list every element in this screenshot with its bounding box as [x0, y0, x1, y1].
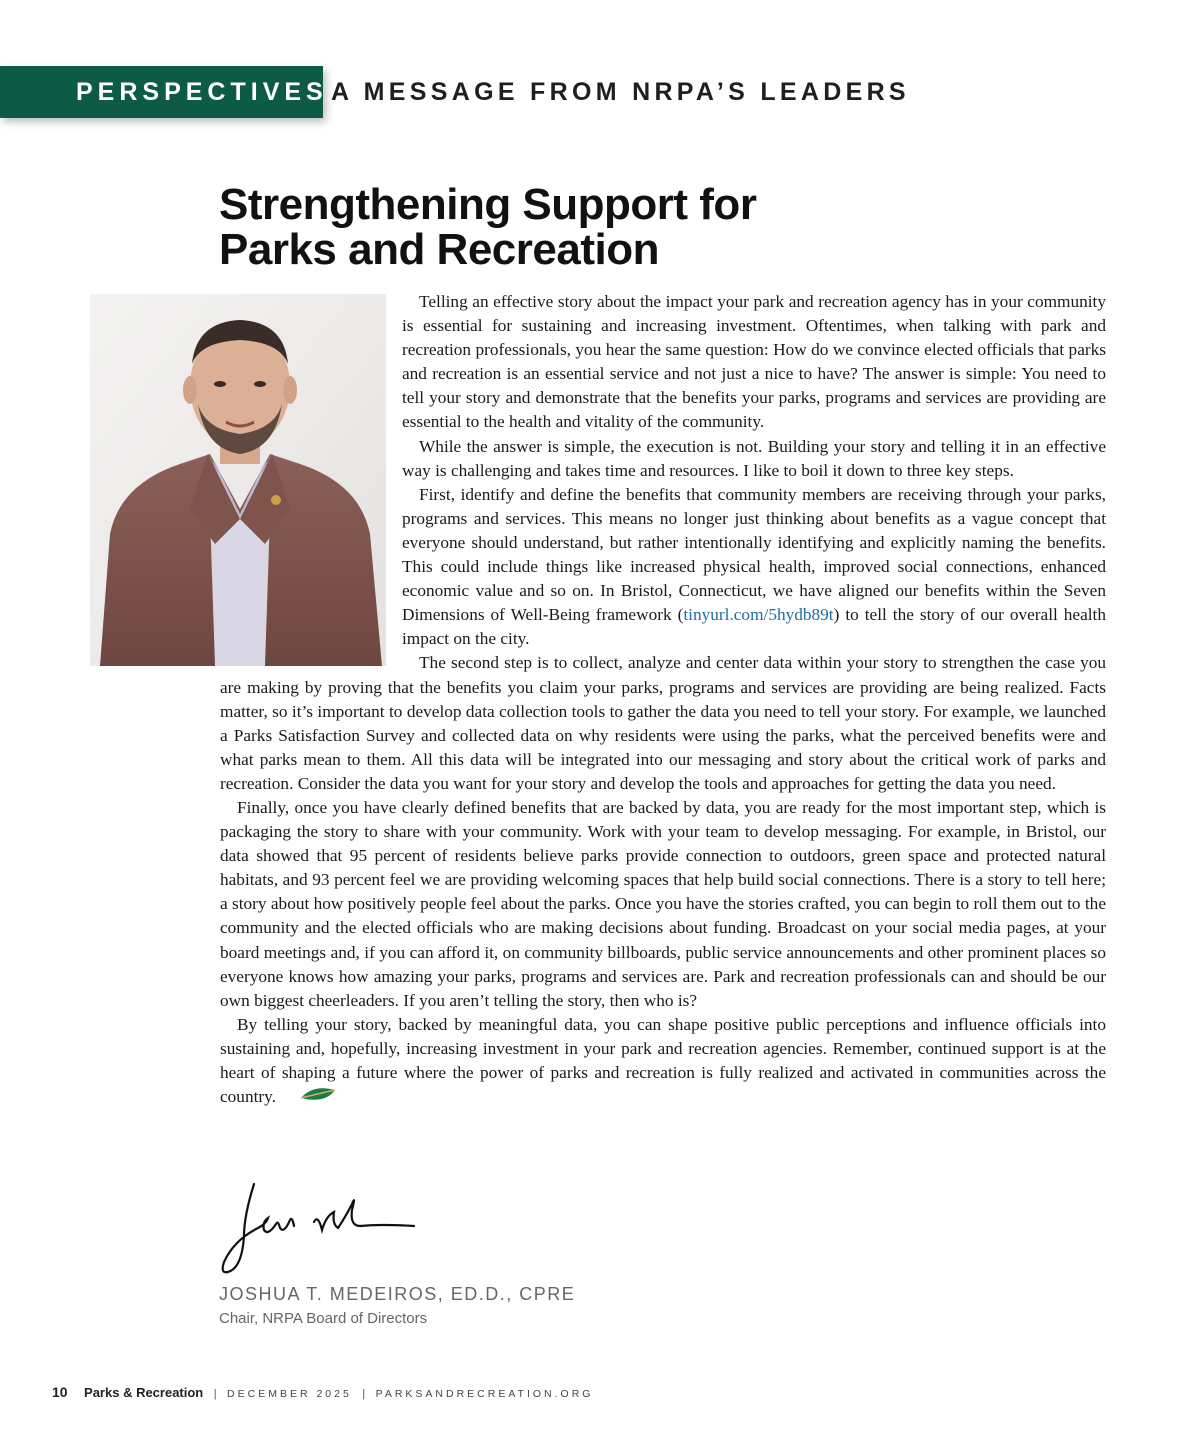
- section-subtitle: A MESSAGE FROM NRPA’S LEADERS: [331, 78, 910, 106]
- issue-date: DECEMBER 2025: [227, 1388, 352, 1400]
- paragraph-3-text: First, identify and define the benefits that community members are receiving through your parks, programs and services. This means no longer just thinking about benefits as a vague concept that everyone should understand, but rather intentionally identifying and explicitly naming the benefits. This could include things like increased physical health, improved social connections, enhanced economic value and so on. In Bristol, Connecticut, we have aligned our benefits within the Seven Dimensions of Well-Being framework (: [402, 484, 1106, 625]
- article-title: [219, 182, 756, 272]
- author-name: JOSHUA T. MEDEIROS, ED.D., CPRE: [219, 1284, 576, 1304]
- page-number: 10: [52, 1384, 68, 1400]
- section-label: PERSPECTIVES: [76, 78, 328, 106]
- paragraph-1: Telling an effective story about the impact your park and recreation agency has in your community is essential for sustaining and increasing investment. Oftentimes, when talking with park and recreation professionals, you hear the same question: How do we convince elected officials that parks and recreation is an essential service and not just a nice to have? The answer is simple: You need to tell your story and demonstrate that the benefits your parks, programs and services are providing are essential to the health and vitality of the community.: [402, 292, 1106, 432]
- leaf-icon: [282, 1086, 337, 1111]
- photo-wrap-space: [220, 290, 402, 670]
- footer-separator: |: [362, 1388, 366, 1400]
- footer-separator: |: [213, 1388, 217, 1400]
- author-title: Chair, NRPA Board of Directors: [219, 1310, 428, 1327]
- paragraph-5: Finally, once you have clearly defined benefits that are backed by data, you are ready for the most important step, which is packaging the story to share with your community. Work with your team to develop messaging. For example, in Bristol, our data showed that 95 percent of residents believe parks provide connection to outdoors, green space and protected natural habitats, and 93 percent feel we are providing welcoming spaces that help build social connections. There is a story to tell here; a story about how positively people feel about the parks. Once you have the stories crafted, you can begin to roll them out to the community and the elected officials who are making decisions about funding. Broadcast on your social media pages, at your board meetings and, if you can afford it, on community billboards, public service announcements and other prominent places so everyone knows how amazing your parks, programs and services are. Park and recreation professionals can and should be our own biggest cheerleaders. If you aren’t telling the story, then who is?: [220, 797, 1106, 1010]
- magazine-name: Parks & Recreation: [84, 1385, 204, 1400]
- paragraph-3-end: ) to tell the story of our overall health impact on the city.: [402, 605, 1106, 649]
- tinyurl-link[interactable]: tinyurl.com/5hydb89t: [683, 605, 834, 625]
- article-title-line-2: Parks and Recreation: [219, 225, 659, 274]
- paragraph-2: While the answer is simple, the execution is not. Building your story and telling it in an effective way is challenging and takes time and resources. I like to boil it down to three key steps.: [402, 436, 1106, 480]
- paragraph-4: The second step is to collect, analyze and center data within your story to strengthen the case you are making by proving that the benefits you claim your parks, programs and services are providing are being realized. Facts matter, so it’s important to develop data collection tools to gather the data you need to tell your story. For example, we launched a Parks Satisfaction Survey and collected data on why residents were using the parks, what the perceived benefits were and what parks mean to them. All this data will be integrated into our messaging and story about the critical work of parks and recreation. Consider the data you want for your story and develop the tools and approaches for getting the data you need.: [220, 653, 1106, 793]
- website: PARKSANDRECREATION.ORG: [375, 1388, 594, 1400]
- page-footer: [52, 1384, 593, 1402]
- article-title-line-1: Strengthening Support for: [219, 180, 757, 229]
- article-body: [220, 290, 1106, 1111]
- paragraph-6-text: By telling your story, backed by meaningful data, you can shape positive public perceptions and influence officials into sustaining and, hopefully, increasing investment in your park and recreation agencies. Remember, continued support is at the heart of shaping a future where the power of parks and recreation is fully realized and activated in communities across the country.: [220, 1014, 1106, 1107]
- paragraph-6: [220, 1013, 1106, 1111]
- author-signature: [214, 1176, 424, 1281]
